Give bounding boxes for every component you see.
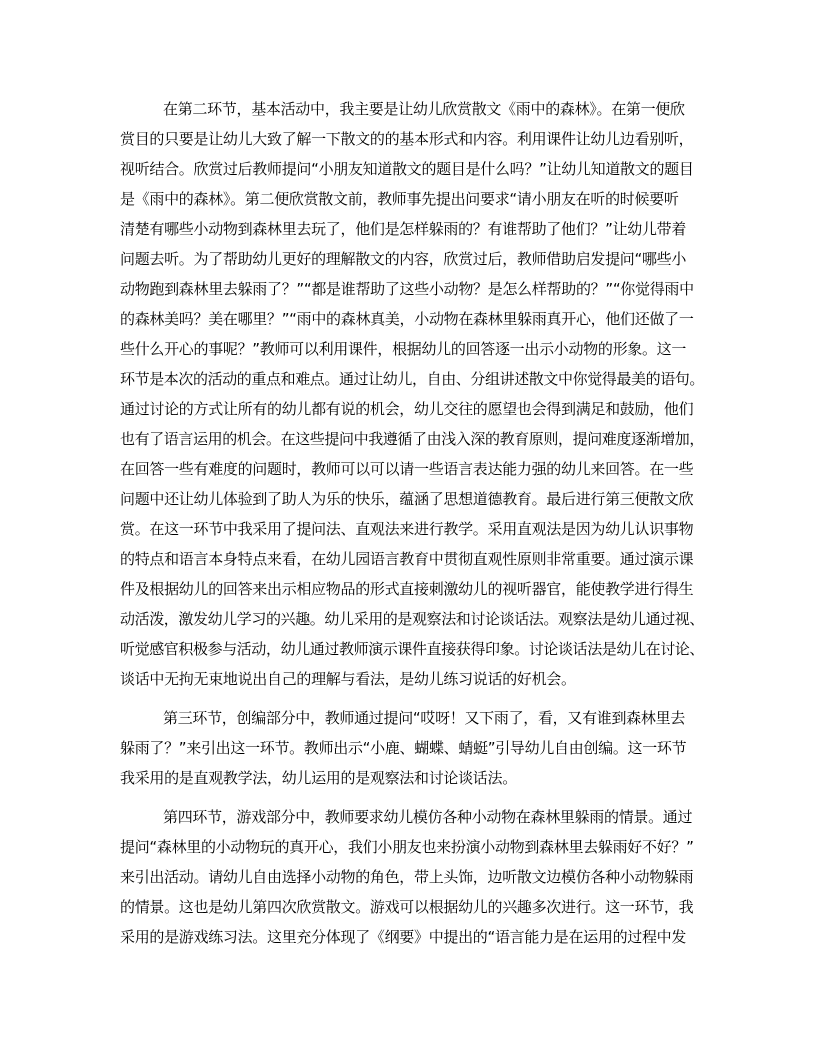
text-line: 提问“森林里的小动物玩的真开心，我们小朋友也来扮演小动物到森林里去躲雨好不好？”	[120, 838, 694, 856]
text-line: 环节是本次的活动的重点和难点。通过让幼儿，自由、分组讲述散文中你觉得最美的语句。	[120, 370, 705, 388]
text-line: 动活泼，激发幼儿学习的兴趣。幼儿采用的是观察法和讨论谈话法。观察法是幼儿通过视、	[120, 610, 705, 628]
text-line: 第三环节，创编部分中，教师通过提问“哎呀！又下雨了，看，又有谁到森林里去	[163, 709, 685, 727]
text-line: 的森林美吗？美在哪里？”“雨中的森林真美，小动物在森林里躲雨真开心，他们还做了一	[120, 310, 694, 328]
text-line: 动物跑到森林里去躲雨了？”“都是谁帮助了这些小动物？是怎么样帮助的？”“你觉得雨中	[120, 280, 694, 298]
text-line: 在第二环节，基本活动中，我主要是让幼儿欣赏散文《雨中的森林》。在第一便欣	[163, 100, 685, 118]
text-line: 在回答一些有难度的问题时，教师可以可以请一些语言表达能力强的幼儿来回答。在一些	[120, 460, 694, 478]
text-line: 些什么开心的事呢？”教师可以利用课件，根据幼儿的回答逐一出示小动物的形象。这一	[120, 340, 687, 358]
text-line: 听觉感官积极参与活动，幼儿通过教师演示课件直接获得印象。讨论谈话法是幼儿在讨论、	[120, 640, 705, 658]
text-line: 谈话中无拘无束地说出自己的理解与看法，是幼儿练习说话的好机会。	[120, 670, 576, 688]
text-line: 第四环节，游戏部分中，教师要求幼儿模仿各种小动物在森林里躲雨的情景。通过	[163, 808, 693, 826]
text-line: 是《雨中的森林》。第二便欣赏散文前，教师事先提出问要求“请小朋友在听的时候要听	[120, 190, 679, 208]
text-line: 视听结合。欣赏过后教师提问“小朋友知道散文的题目是什么吗？”让幼儿知道散文的题目	[120, 160, 694, 178]
text-line: 问题去听。为了帮助幼儿更好的理解散文的内容，欣赏过后，教师借助启发提问“哪些小	[120, 250, 687, 268]
text-line: 我采用的是直观教学法，幼儿运用的是观察法和讨论谈话法。	[120, 769, 517, 787]
text-line: 清楚有哪些小动物到森林里去玩了，他们是怎样躲雨的？有谁帮助了他们？”让幼儿带着	[120, 220, 687, 238]
text-line: 的特点和语言本身特点来看，在幼儿园语言教育中贯彻直观性原则非常重要。通过演示课	[120, 550, 694, 568]
text-line: 也有了语言运用的机会。在这些提问中我遵循了由浅入深的教育原则，提问难度逐渐增加，	[120, 430, 705, 448]
text-line: 采用的是游戏练习法。这里充分体现了《纲要》中提出的“语言能力是在运用的过程中发	[120, 928, 687, 946]
text-line: 的情景。这也是幼儿第四次欣赏散文。游戏可以根据幼儿的兴趣多次进行。这一环节，我	[120, 898, 694, 916]
text-line: 问题中还让幼儿体验到了助人为乐的快乐，蕴涵了思想道德教育。最后进行第三便散文欣	[120, 490, 694, 508]
text-line: 来引出活动。请幼儿自由选择小动物的角色，带上头饰，边听散文边模仿各种小动物躲雨	[120, 868, 694, 886]
text-line: 赏目的只要是让幼儿大致了解一下散文的的基本形式和内容。利用课件让幼儿边看别听，	[120, 130, 694, 148]
text-line: 通过讨论的方式让所有的幼儿都有说的机会，幼儿交往的愿望也会得到满足和鼓励，他们	[120, 400, 694, 418]
text-line: 赏。在这一环节中我采用了提问法、直观法来进行教学。采用直观法是因为幼儿认识事物	[120, 520, 694, 538]
text-line: 躲雨了？”来引出这一环节。教师出示“小鹿、蝴蝶、蜻蜓”引导幼儿自由创编。这一环节	[120, 739, 687, 757]
text-line: 件及根据幼儿的回答来出示相应物品的形式直接刺激幼儿的视听器官，能使教学进行得生	[120, 580, 694, 598]
